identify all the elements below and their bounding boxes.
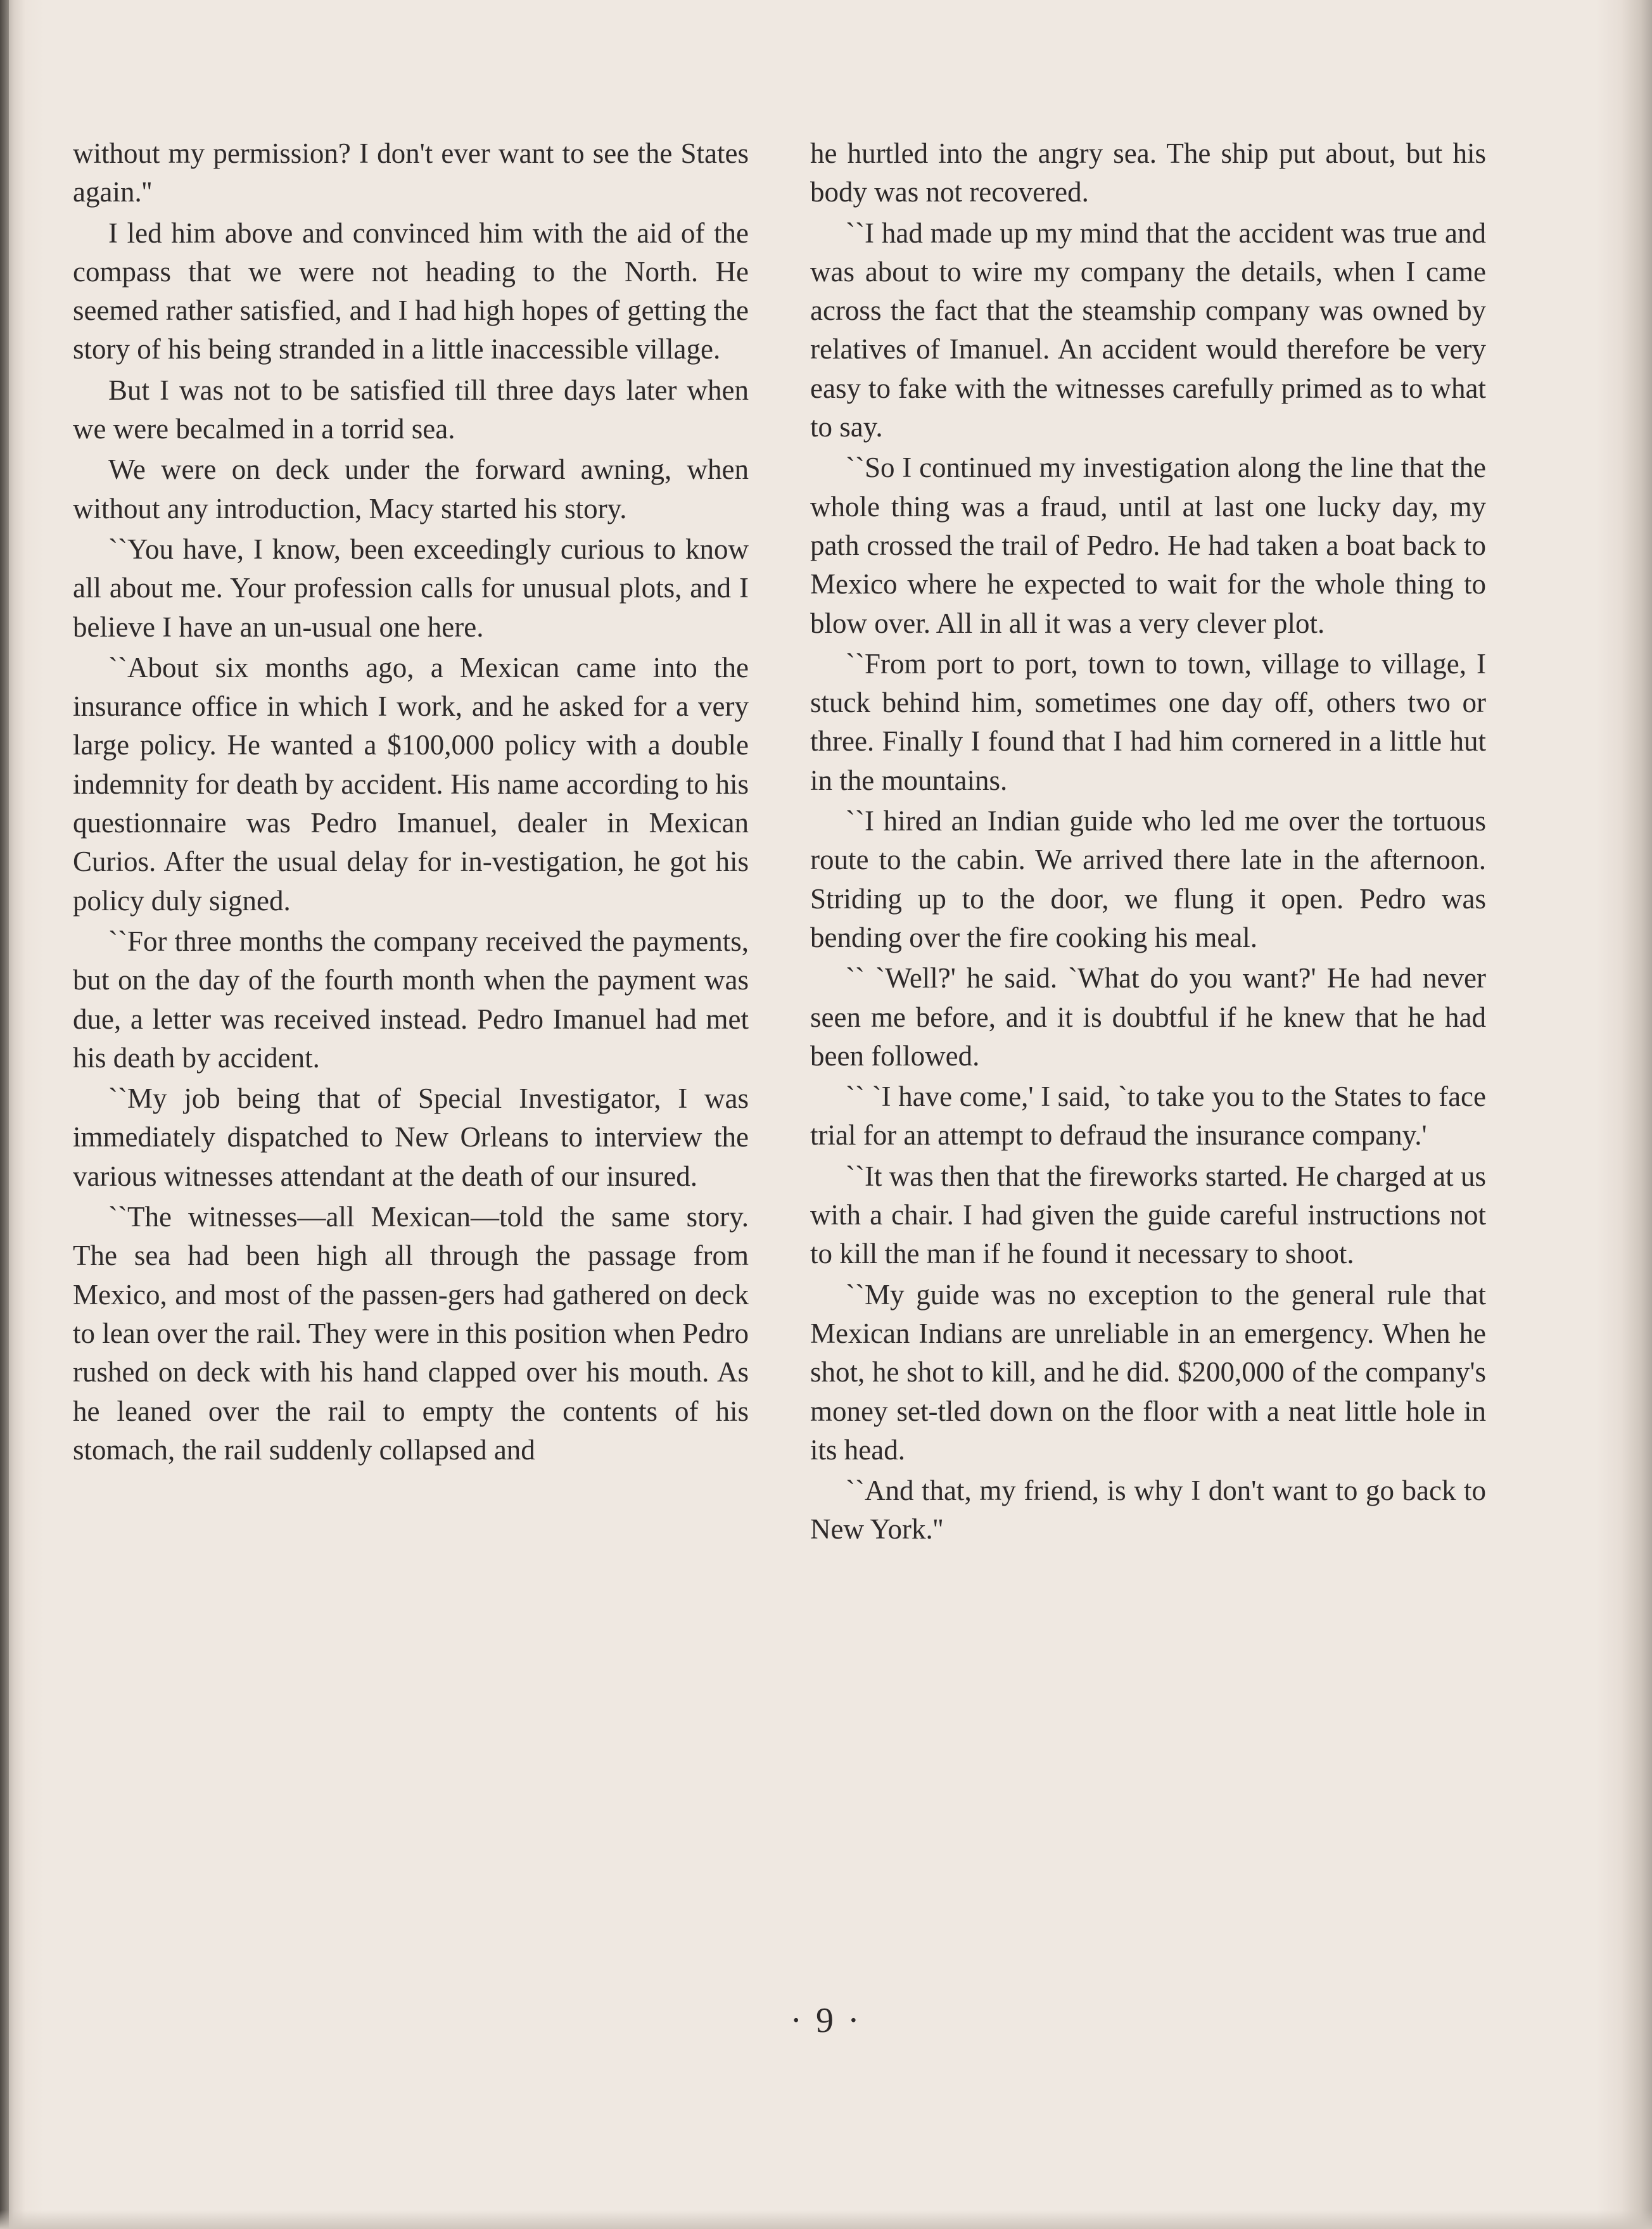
paragraph: ``So I continued my investigation along the line that the whole thing was a fraud, until at last one lucky day, my path crossed the trail of Pedro. He had taken a boat back to Mexico where he expected to wait for the whole thing to blow over. All in all it was a very clever plot. (810, 452, 1486, 639)
paragraph: ``And that, my friend, is why I don't want to go back to New York.'' (810, 1475, 1486, 1546)
paragraph: ``From port to port, town to town, village to village, I stuck behind him, sometimes one day off, others two or three. Finally I found that I had him cornered in a little hut in the mountains. (810, 647, 1486, 796)
right-column (810, 134, 1486, 1549)
paragraph: I led him above and convinced him with the aid of the compass that we were not heading to the North. He seemed rather satisfied, and I had high hopes of getting the story of his being stranded in a little inaccessible village. (73, 217, 749, 365)
page-bottom-edge (0, 2210, 1652, 2229)
left-column (73, 134, 749, 1470)
paragraph: ``You have, I know, been exceedingly curious to know all about me. Your profession calls for unusual plots, and I believe I have an un-usual one here. (73, 533, 749, 643)
paragraph: ``I had made up my mind that the accident was true and was about to wire my company the details, when I came across the fact that the steamship company was owned by relatives of Imanuel. An accident would therefore be very easy to fake with the witnesses carefully primed as to what to say. (810, 217, 1486, 443)
paragraph: `` `Well?' he said. `What do you want?' He had never seen me before, and it is doubtful if he knew that he had been followed. (810, 962, 1486, 1072)
paragraph: But I was not to be satisfied till three days later when we were becalmed in a torrid sea. (73, 374, 749, 445)
paragraph: ``The witnesses—all Mexican—told the same story. The sea had been high all through the passage from Mexico, and most of the passen-gers had gathered on deck to lean over the rail. They were in this position when Pedro rushed on deck with his hand clapped over his mouth. As he leaned over the rail to empty the contents of his stomach, the rail suddenly collapsed and (73, 1201, 749, 1466)
paragraph: We were on deck under the forward awning, when without any introduction, Macy started his story. (73, 454, 749, 524)
paragraph: ``My job being that of Special Investigator, I was immediately dispatched to New Orleans to interview the various witnesses attendant at the death of our insured. (73, 1083, 749, 1192)
paragraph: without my permission? I don't ever want to see the States again.'' (73, 137, 749, 208)
paragraph: ``About six months ago, a Mexican came into the insurance office in which I work, and he asked for a very large policy. He wanted a $100,000 policy with a double indemnity for death by accident. His name according to his questionnaire was Pedro Imanuel, dealer in Mexican Curios. After the usual delay for in-vestigation, he got his policy duly signed. (73, 651, 749, 917)
binding-shadow (0, 0, 9, 2229)
paragraph: ``My guide was no exception to the general rule that Mexican Indians are unreliable in an emergency. When he shot, he shot to kill, and he did. $200,000 of the company's money set-tled down on the floor with a neat little hole in its head. (810, 1278, 1486, 1466)
paragraph: ``For three months the company received the payments, but on the day of the fourth month when the payment was due, a letter was received instead. Pedro Imanuel had met his death by accident. (73, 925, 749, 1074)
paragraph: ``I hired an Indian guide who led me over the tortuous route to the cabin. We arrived there late in the afternoon. Striding up to the door, we flung it open. Pedro was bending over the fire cooking his meal. (810, 805, 1486, 953)
page-number: · 9 · (790, 2001, 862, 2040)
paragraph: `` `I have come,' I said, `to take you to the States to face trial for an attempt to defraud the insurance company.' (810, 1081, 1486, 1152)
paragraph: he hurtled into the angry sea. The ship put about, but his body was not recovered. (810, 137, 1486, 208)
paragraph: ``It was then that the fireworks started. He charged at us with a chair. I had given the guide careful instructions not to kill the man if he found it necessary to shoot. (810, 1160, 1486, 1270)
